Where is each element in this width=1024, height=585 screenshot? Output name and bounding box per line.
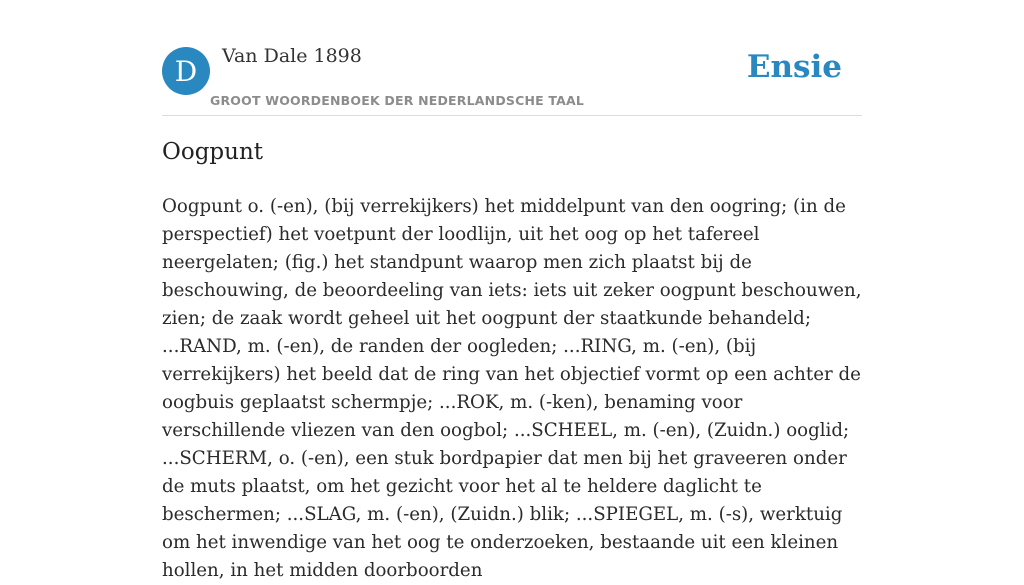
brand-logo[interactable]: Ensie (746, 49, 842, 85)
dictionary-subtitle: GROOT WOORDENBOEK DER NEDERLANDSCHE TAAL (210, 93, 585, 108)
logo-letter: D (174, 54, 198, 88)
entry-definition: Oogpunt o. (-en), (bij verrekijkers) het middelpunt van den oogring; (in de perspectief) het voetpunt der loodlijn, uit het oog op het tafereel neergelaten; (fig.) het standpunt waarop men zich plaatst bij de beschouwing, de beoordeeling van iets: iets uit zeker oogpunt beschouwen, zien; de zaak wordt geheel uit het oogpunt der staatkunde behandeld; ...RAND, m. (-en), de randen der oogleden; ...RING, m. (-en), (bij verrekijkers) het beeld dat de ring van het objectief vormt op een achter de oogbuis geplaatst schermpje; ...ROK, m. (-ken), benaming voor verschillende vliezen van den oogbol; ...SCHEEL, m. (-en), (Zuidn.) ooglid; ...SCHERM, o. (-en), een stuk bordpapier dat men bij het graveeren onder de muts plaatst, om het gezicht voor het al te heldere daglicht te beschermen; ...SLAG, m. (-en), (Zuidn.) blik; ...SPIEGEL, m. (-s), werktuig om het inwendige van het oog te onderzoeken, bestaande uit een kleinen hollen, in het midden doorboorden (162, 196, 862, 581)
site-header (162, 40, 862, 116)
dictionary-logo[interactable] (162, 47, 210, 95)
entry-title: Oogpunt (162, 139, 264, 165)
dictionary-name[interactable]: Van Dale 1898 (222, 45, 362, 67)
